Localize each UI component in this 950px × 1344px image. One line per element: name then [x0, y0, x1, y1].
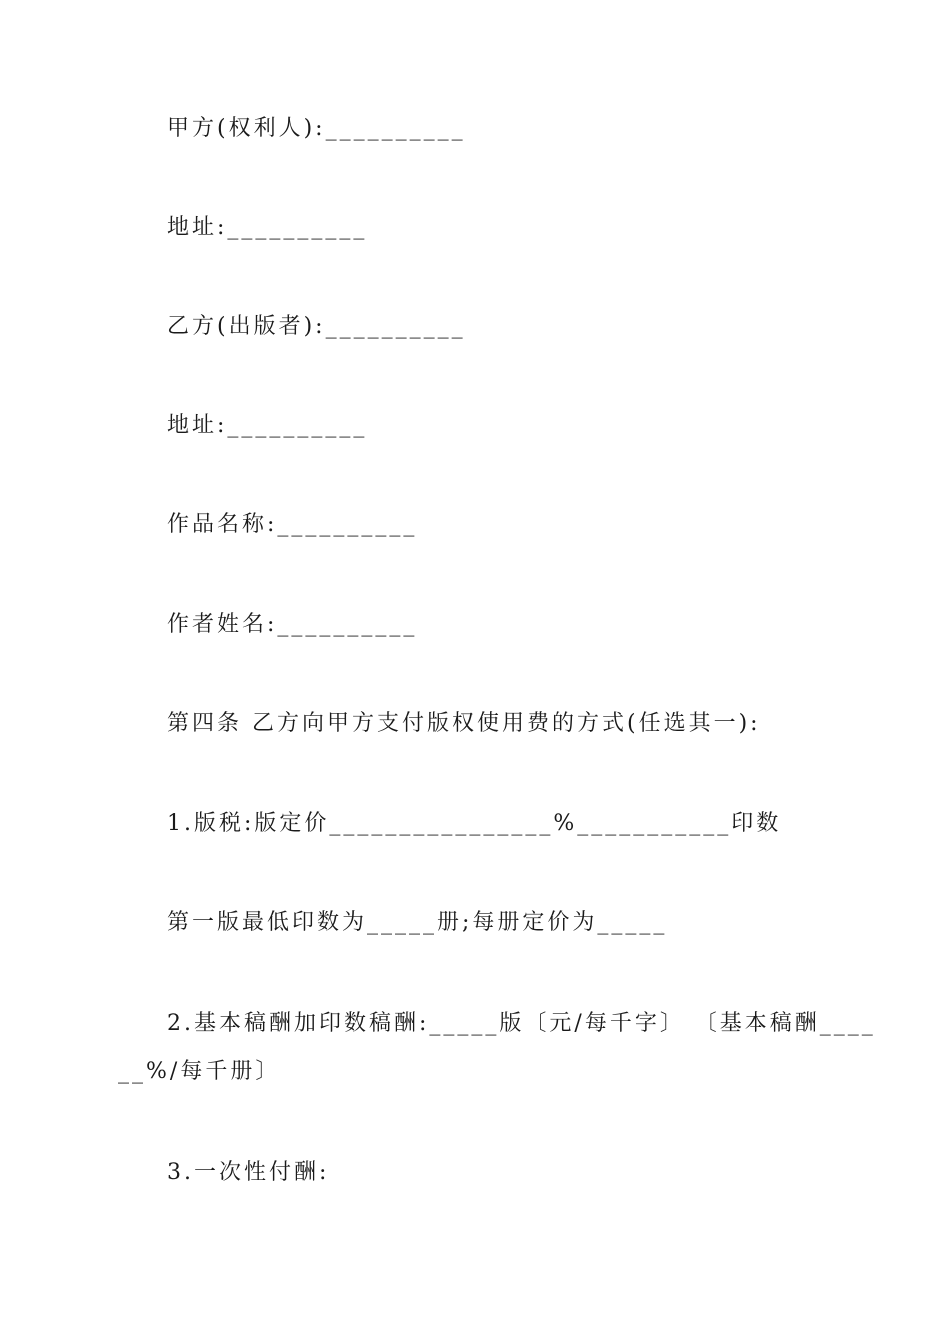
party-a-line: 甲方(权利人):__________ — [167, 116, 466, 141]
work-title-line: 作品名称:__________ — [167, 512, 418, 537]
article-four-heading: 第四条 乙方向甲方支付版权使用费的方式(任选其一): — [167, 711, 761, 736]
address-a-line: 地址:__________ — [167, 215, 368, 240]
royalty-line: 1.版税:版定价________________%___________印数 — [167, 811, 782, 836]
party-b-line: 乙方(出版者):__________ — [167, 314, 466, 339]
first-print-line: 第一版最低印数为_____册;每册定价为_____ — [167, 910, 668, 935]
author-name-line: 作者姓名:__________ — [167, 612, 418, 637]
address-b-line: 地址:__________ — [167, 413, 368, 438]
lump-sum-line: 3.一次性付酬: — [167, 1160, 330, 1185]
basic-fee-line: 2.基本稿酬加印数稿酬:_____版〔元/每千字〕 〔基本稿酬____ — [167, 1011, 876, 1036]
basic-fee-line-continued: __%/每千册〕 — [118, 1059, 281, 1084]
